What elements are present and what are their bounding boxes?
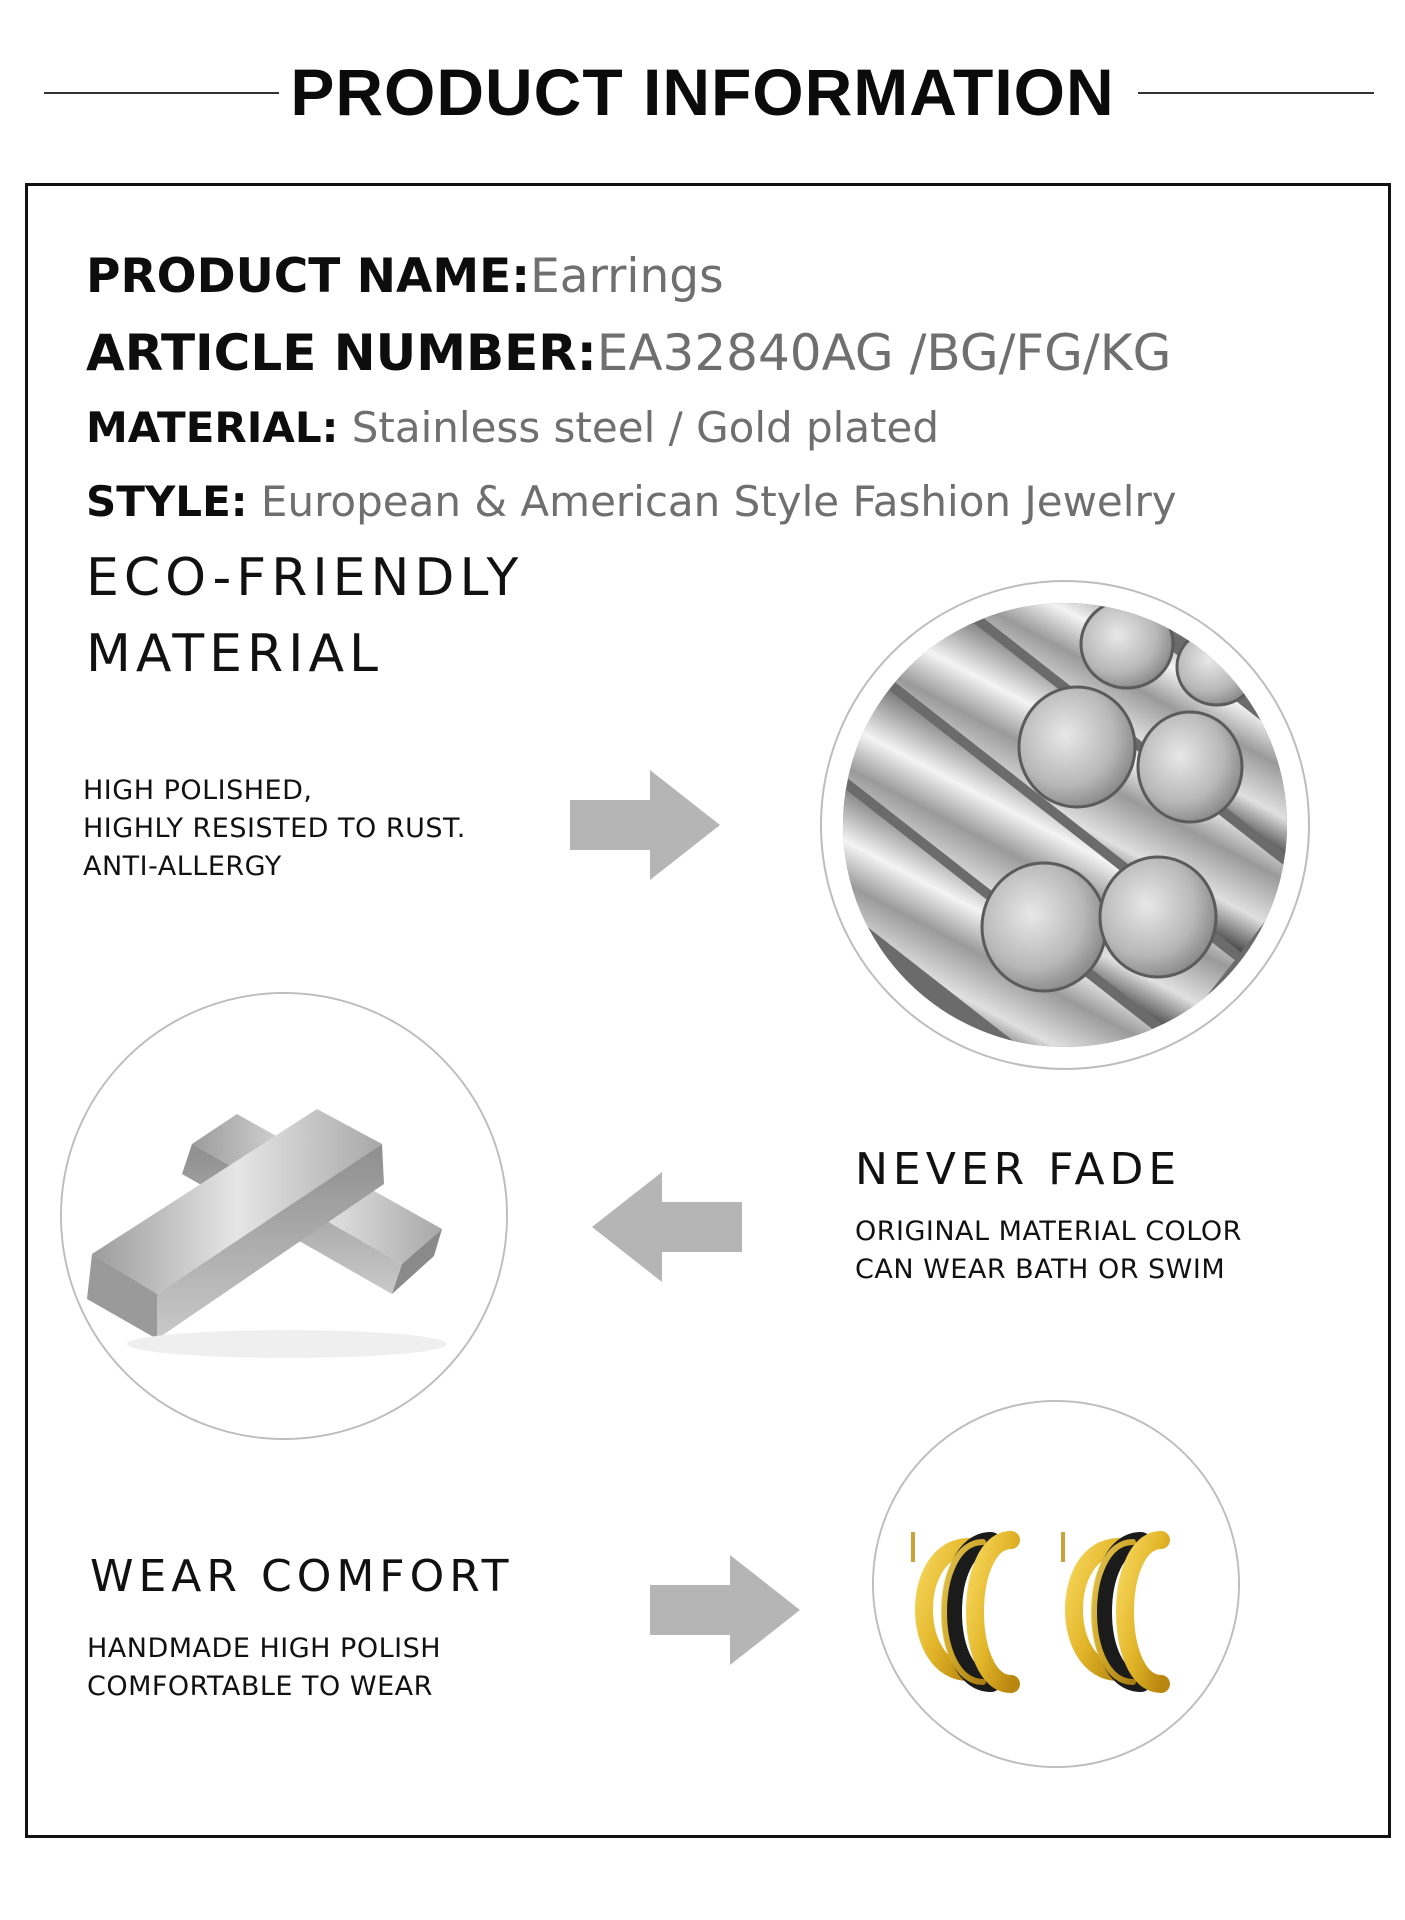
arrow-left-icon bbox=[592, 1172, 742, 1282]
header-rule-right bbox=[1138, 92, 1374, 94]
material-label: MATERIAL: bbox=[86, 403, 339, 452]
eco-heading-line1: ECO-FRIENDLY bbox=[86, 548, 524, 608]
style-label: STYLE: bbox=[86, 477, 248, 526]
feature2-line2: CAN WEAR BATH OR SWIM bbox=[855, 1254, 1226, 1285]
feature1-line1: HIGH POLISHED, bbox=[83, 775, 313, 806]
eco-heading-line2: MATERIAL bbox=[86, 624, 384, 684]
product-name-line bbox=[86, 249, 724, 304]
article-number-label: ARTICLE NUMBER: bbox=[86, 324, 597, 382]
eco-friendly-heading bbox=[86, 540, 523, 692]
feature-polished-text bbox=[83, 772, 466, 886]
feature2-line1: ORIGINAL MATERIAL COLOR bbox=[855, 1216, 1242, 1247]
metal-bars-image bbox=[60, 992, 508, 1440]
article-number-line bbox=[86, 324, 1172, 382]
material-value: Stainless steel / Gold plated bbox=[338, 403, 940, 452]
feature3-line2: COMFORTABLE TO WEAR bbox=[87, 1671, 433, 1702]
product-name-value: Earrings bbox=[530, 249, 724, 304]
product-name-label: PRODUCT NAME: bbox=[86, 249, 531, 304]
style-value: European & American Style Fashion Jewelry bbox=[247, 477, 1177, 526]
feature1-line2: HIGHLY RESISTED TO RUST. bbox=[83, 813, 466, 844]
material-line bbox=[86, 403, 940, 452]
feature1-line3: ANTI-ALLERGY bbox=[83, 851, 282, 882]
style-line bbox=[86, 477, 1177, 526]
steel-rods-image bbox=[820, 580, 1310, 1070]
arrow-right-icon-2 bbox=[650, 1555, 800, 1665]
feature3-line1: HANDMADE HIGH POLISH bbox=[87, 1633, 442, 1664]
feature-never-fade-text bbox=[855, 1213, 1242, 1289]
never-fade-heading: NEVER FADE bbox=[855, 1144, 1182, 1195]
gold-black-hoop-earrings-image bbox=[872, 1400, 1240, 1768]
page-title: PRODUCT INFORMATION bbox=[290, 55, 1115, 129]
feature-wear-comfort-text bbox=[87, 1630, 441, 1706]
article-number-value: EA32840AG /BG/FG/KG bbox=[596, 324, 1172, 382]
wear-comfort-heading: WEAR COMFORT bbox=[90, 1551, 514, 1602]
arrow-right-icon bbox=[570, 770, 720, 880]
